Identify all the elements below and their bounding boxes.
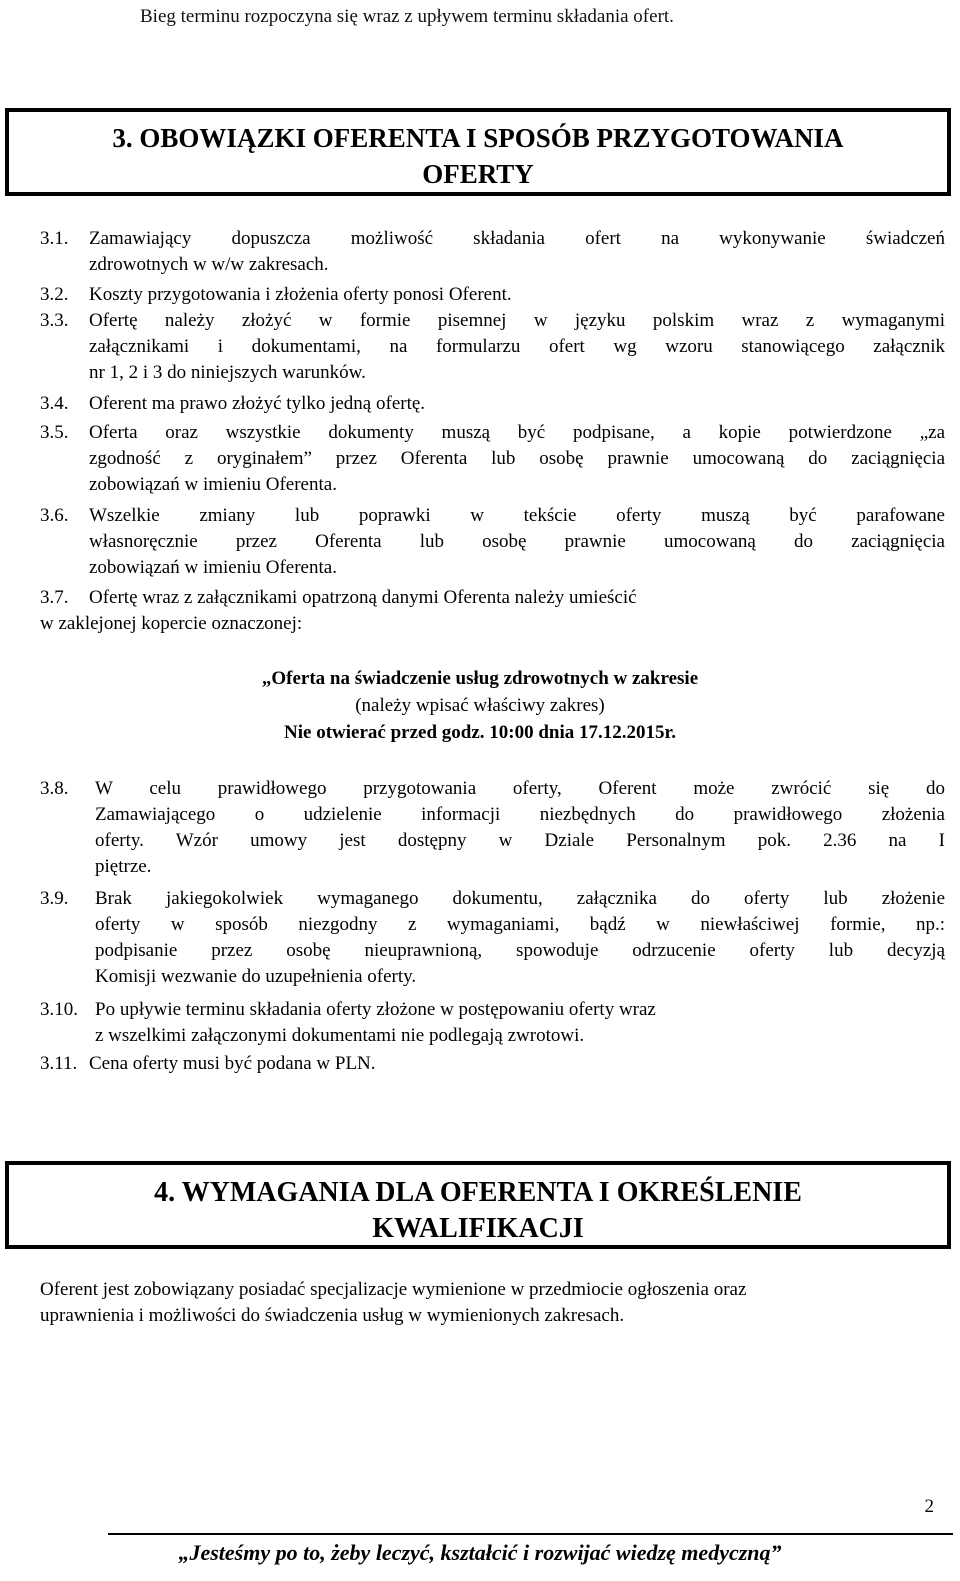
list-item-3-1 — [40, 226, 945, 278]
item-text-line: oferty. Wzór umowy jest dostępny w Dziale Personalnym pok. 2.36 na I — [95, 830, 945, 851]
list-item-3-2 — [40, 282, 945, 308]
item-text-line: Brak jakiegokolwiek wymaganego dokumentu, załącznika do oferty lub złożenie — [95, 888, 945, 909]
item-number: 3.6. — [40, 505, 69, 526]
item-text-line: zdrowotnych w w/w zakresach. — [89, 254, 329, 275]
envelope-label-line3: Nie otwierać przed godz. 10:00 dnia 17.12.2015r. — [284, 722, 676, 743]
section-4-paragraph — [40, 1277, 945, 1329]
list-item-3-3 — [40, 308, 945, 386]
section-3-title-line2: OFERTY — [422, 159, 534, 189]
list-item-3-7 — [40, 585, 945, 637]
item-text-line: własnoręcznie przez Oferenta lub osobę prawnie umocowaną do zaciągnięcia — [89, 531, 945, 552]
item-number: 3.9. — [40, 888, 69, 909]
envelope-label-line1: „Oferta na świadczenie usług zdrowotnych w zakresie — [261, 668, 699, 689]
section-4-title-line1: 4. WYMAGANIA DLA OFERENTA I OKREŚLENIE — [154, 1177, 802, 1208]
item-text-line: Komisji wezwanie do uzupełnienia oferty. — [95, 966, 417, 987]
item-text-line: zobowiązań w imieniu Oferenta. — [89, 557, 337, 578]
item-number: 3.3. — [40, 310, 69, 331]
footer-motto: „Jesteśmy po to, żeby leczyć, kształcić i rozwijać wiedzę medyczną” — [178, 1540, 782, 1565]
item-text-line: W celu prawidłowego przygotowania oferty, Oferent może zwrócić się do — [95, 778, 945, 799]
item-text-line: z wszelkimi załączonymi dokumentami nie podlegają zwrotowi. — [95, 1025, 585, 1046]
item-text-line: Zamawiający dopuszcza możliwość składania ofert na wykonywanie świadczeń — [89, 228, 945, 249]
item-number: 3.7. — [40, 587, 69, 608]
list-item-3-5 — [40, 420, 945, 498]
item-number: 3.10. — [40, 999, 78, 1020]
page-number: 2 — [924, 1496, 934, 1517]
section-3-title-line1: 3. OBOWIĄZKI OFERENTA I SPOSÓB PRZYGOTOWANIA — [112, 123, 844, 153]
item-number: 3.2. — [40, 284, 69, 305]
item-text-line: załącznikami i dokumentami, na formularzu ofert wg wzoru stanowiącego załącznik — [89, 336, 945, 357]
item-number: 3.5. — [40, 422, 69, 443]
list-item-3-9 — [40, 886, 945, 990]
item-number: 3.11. — [40, 1053, 78, 1074]
list-item-3-11 — [40, 1051, 945, 1077]
item-text-line: Cena oferty musi być podana w PLN. — [89, 1053, 376, 1074]
section-3-heading-box — [5, 108, 951, 196]
list-item-3-4 — [40, 391, 945, 417]
header-line: Bieg terminu rozpoczyna się wraz z upływem terminu składania ofert. — [140, 6, 674, 27]
list-item-3-10 — [40, 997, 800, 1049]
envelope-label-line2: (należy wpisać właściwy zakres) — [355, 695, 605, 716]
item-number: 3.4. — [40, 393, 69, 414]
item-text-line: Ofertę należy złożyć w formie pisemnej w języku polskim wraz z wymaganymi — [89, 310, 945, 331]
paragraph-line: uprawnienia i możliwości do świadczenia usług w wymienionych zakresach. — [40, 1305, 625, 1326]
section-4-heading-box — [5, 1161, 951, 1249]
item-number: 3.1. — [40, 228, 69, 249]
item-text-line: Koszty przygotowania i złożenia oferty ponosi Oferent. — [89, 284, 512, 305]
item-text-line: zgodność z oryginałem” przez Oferenta lub osobę prawnie umocowaną do zaciągnięcia — [89, 448, 945, 469]
item-text-line: Po upływie terminu składania oferty złożone w postępowaniu oferty wraz — [95, 999, 656, 1020]
item-text-line: Wszelkie zmiany lub poprawki w tekście oferty muszą być parafowane — [89, 505, 945, 526]
item-number: 3.8. — [40, 778, 69, 799]
list-item-3-8 — [40, 776, 945, 880]
footer-divider — [108, 1533, 953, 1535]
item-text-line: nr 1, 2 i 3 do niniejszych warunków. — [89, 362, 366, 383]
list-item-3-6 — [40, 503, 945, 581]
paragraph-line: Oferent jest zobowiązany posiadać specjalizacje wymienione w przedmiocie ogłoszenia oraz — [40, 1279, 747, 1300]
item-text-line: Oferta oraz wszystkie dokumenty muszą być podpisane, a kopie potwierdzone „za — [89, 422, 945, 443]
item-text-line: w zaklejonej kopercie oznaczonej: — [40, 613, 303, 634]
item-text-line: oferty w sposób niezgodny z wymaganiami, bądź w niewłaściwej formie, np.: — [95, 914, 945, 935]
item-text-line: piętrze. — [95, 856, 152, 877]
section-4-title-line2: KWALIFIKACJI — [372, 1213, 584, 1244]
item-text-line: Oferent ma prawo złożyć tylko jedną ofertę. — [89, 393, 426, 414]
item-text-line: zobowiązań w imieniu Oferenta. — [89, 474, 337, 495]
item-text-line: Zamawiającego o udzielenie informacji niezbędnych do prawidłowego złożenia — [95, 804, 945, 825]
item-text-line: Ofertę wraz z załącznikami opatrzoną danymi Oferenta należy umieścić — [89, 587, 637, 608]
item-text-line: podpisanie przez osobę nieuprawnioną, spowoduje odrzucenie oferty lub decyzją — [95, 940, 945, 961]
